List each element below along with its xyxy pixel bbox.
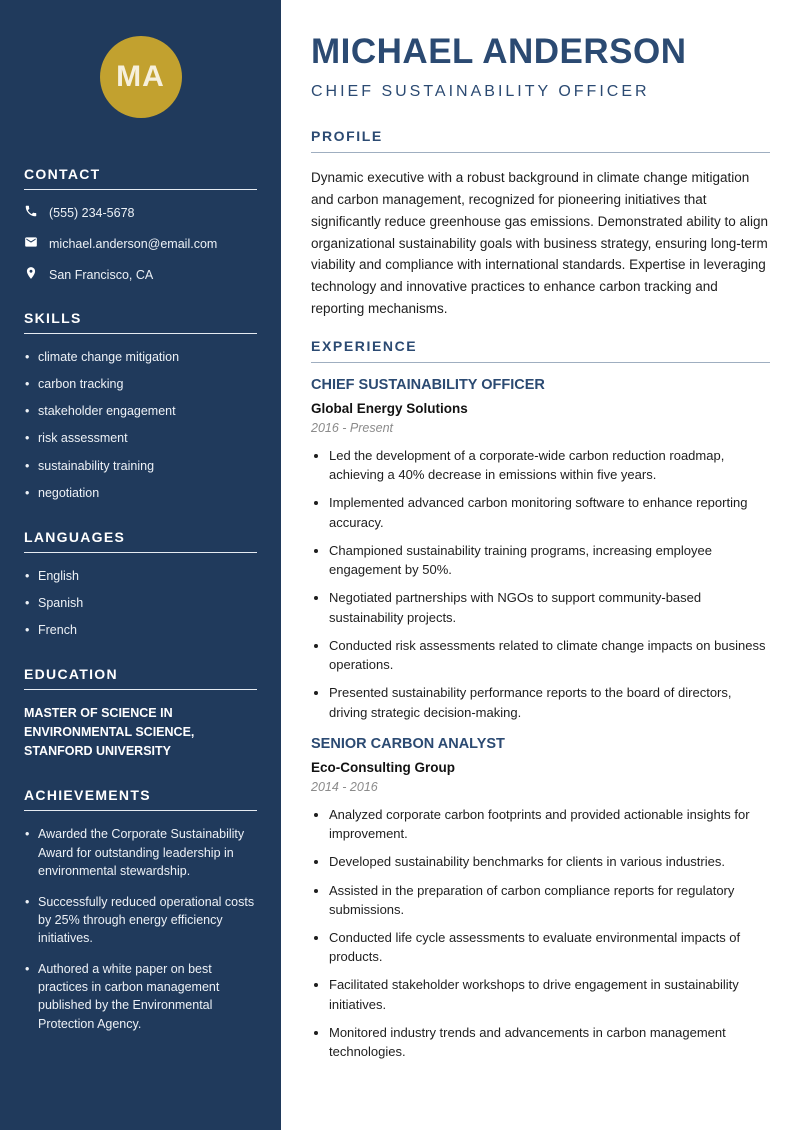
profile-section-title: PROFILE	[311, 128, 770, 153]
contact-location-text: San Francisco, CA	[49, 267, 154, 282]
sidebar	[0, 0, 281, 1130]
education-section-title: EDUCATION	[24, 666, 257, 690]
job-bullet: • Facilitated stakeholder workshops to drive engagement in sustainability initiatives.	[329, 975, 770, 1013]
achievement-item: • Successfully reduced operational costs by 25% through energy efficiency initiatives.	[24, 893, 257, 947]
location-icon	[24, 266, 38, 283]
achievements-list	[24, 825, 257, 1032]
main-content	[281, 0, 800, 1130]
experience-job	[311, 736, 770, 1062]
skill-item: • carbon tracking	[24, 375, 257, 393]
experience-job	[311, 377, 770, 722]
job-role: SENIOR CARBON ANALYST	[311, 735, 505, 752]
education-degree: MASTER OF SCIENCE IN ENVIRONMENTAL SCIENCE, STANFORD UNIVERSITY	[24, 706, 195, 758]
achievements-section	[24, 787, 257, 1032]
skills-list	[24, 348, 257, 502]
skills-section-title: SKILLS	[24, 310, 257, 334]
contact-email	[24, 235, 257, 252]
avatar-initials: MA	[116, 60, 165, 93]
experience-section-title: EXPERIENCE	[311, 338, 770, 363]
contact-phone	[24, 204, 257, 221]
job-bullet-list	[311, 446, 770, 722]
education-section	[24, 666, 257, 760]
languages-section	[24, 529, 257, 639]
email-icon	[24, 235, 38, 252]
skills-section	[24, 310, 257, 502]
achievements-section-title: ACHIEVEMENTS	[24, 787, 257, 811]
language-item: • English	[24, 567, 257, 585]
skill-item: • climate change mitigation	[24, 348, 257, 366]
person-name: MICHAEL ANDERSON	[311, 32, 687, 71]
contact-section	[24, 166, 257, 283]
job-bullet: • Negotiated partnerships with NGOs to support community-based sustainability projects.	[329, 588, 770, 626]
person-job-title: CHIEF SUSTAINABILITY OFFICER	[311, 83, 650, 100]
profile-section	[311, 128, 770, 320]
skill-item: • sustainability training	[24, 457, 257, 475]
job-bullet: • Developed sustainability benchmarks for clients in various industries.	[329, 852, 770, 871]
job-bullet: • Led the development of a corporate-wide carbon reduction roadmap, achieving a 40% decrease in emissions within five years.	[329, 446, 770, 484]
contact-phone-text: (555) 234-5678	[49, 205, 135, 220]
contact-email-text: michael.anderson@email.com	[49, 236, 218, 251]
job-bullet: • Assisted in the preparation of carbon compliance reports for regulatory submissions.	[329, 881, 770, 919]
skill-item: • negotiation	[24, 484, 257, 502]
avatar	[100, 36, 182, 118]
skill-item: • risk assessment	[24, 429, 257, 447]
achievement-item: • Authored a white paper on best practices in carbon management published by the Environmental Protection Agency.	[24, 960, 257, 1033]
job-bullet: • Presented sustainability performance reports to the board of directors, driving strategic decision-making.	[329, 683, 770, 721]
job-dates: 2016 - Present	[311, 421, 393, 436]
job-bullet: • Analyzed corporate carbon footprints and provided actionable insights for improvement.	[329, 805, 770, 843]
experience-section	[311, 338, 770, 1061]
job-bullet: • Championed sustainability training programs, increasing employee engagement by 50%.	[329, 541, 770, 579]
language-item: • Spanish	[24, 594, 257, 612]
job-bullet: • Implemented advanced carbon monitoring software to enhance reporting accuracy.	[329, 493, 770, 531]
profile-text: Dynamic executive with a robust background in climate change mitigation and carbon management, recognized for pioneering initiatives that significantly reduce greenhouse gas emissions. Demonstrated ability to align organizational sustainability goals with business strategy, ensuring long-term viability and compliance with international standards. Expertise in leveraging technology and innovative practices to enhance carbon tracking and reporting mechanisms.	[311, 170, 768, 317]
job-role: CHIEF SUSTAINABILITY OFFICER	[311, 377, 545, 394]
languages-list	[24, 567, 257, 639]
language-item: • French	[24, 621, 257, 639]
job-dates: 2014 - 2016	[311, 779, 378, 794]
job-bullet-list	[311, 805, 770, 1062]
phone-icon	[24, 204, 38, 221]
job-bullet: • Conducted risk assessments related to climate change impacts on business operations.	[329, 636, 770, 674]
skill-item: • stakeholder engagement	[24, 402, 257, 420]
contact-location	[24, 266, 257, 283]
job-bullet: • Monitored industry trends and advancements in carbon management technologies.	[329, 1023, 770, 1061]
achievement-item: • Awarded the Corporate Sustainability Award for outstanding leadership in environmental stewardship.	[24, 825, 257, 879]
contact-section-title: CONTACT	[24, 166, 257, 190]
job-bullet: • Conducted life cycle assessments to evaluate environmental impacts of products.	[329, 928, 770, 966]
job-company: Global Energy Solutions	[311, 401, 468, 417]
job-company: Eco-Consulting Group	[311, 759, 455, 775]
avatar-wrap	[24, 36, 257, 118]
languages-section-title: LANGUAGES	[24, 529, 257, 553]
